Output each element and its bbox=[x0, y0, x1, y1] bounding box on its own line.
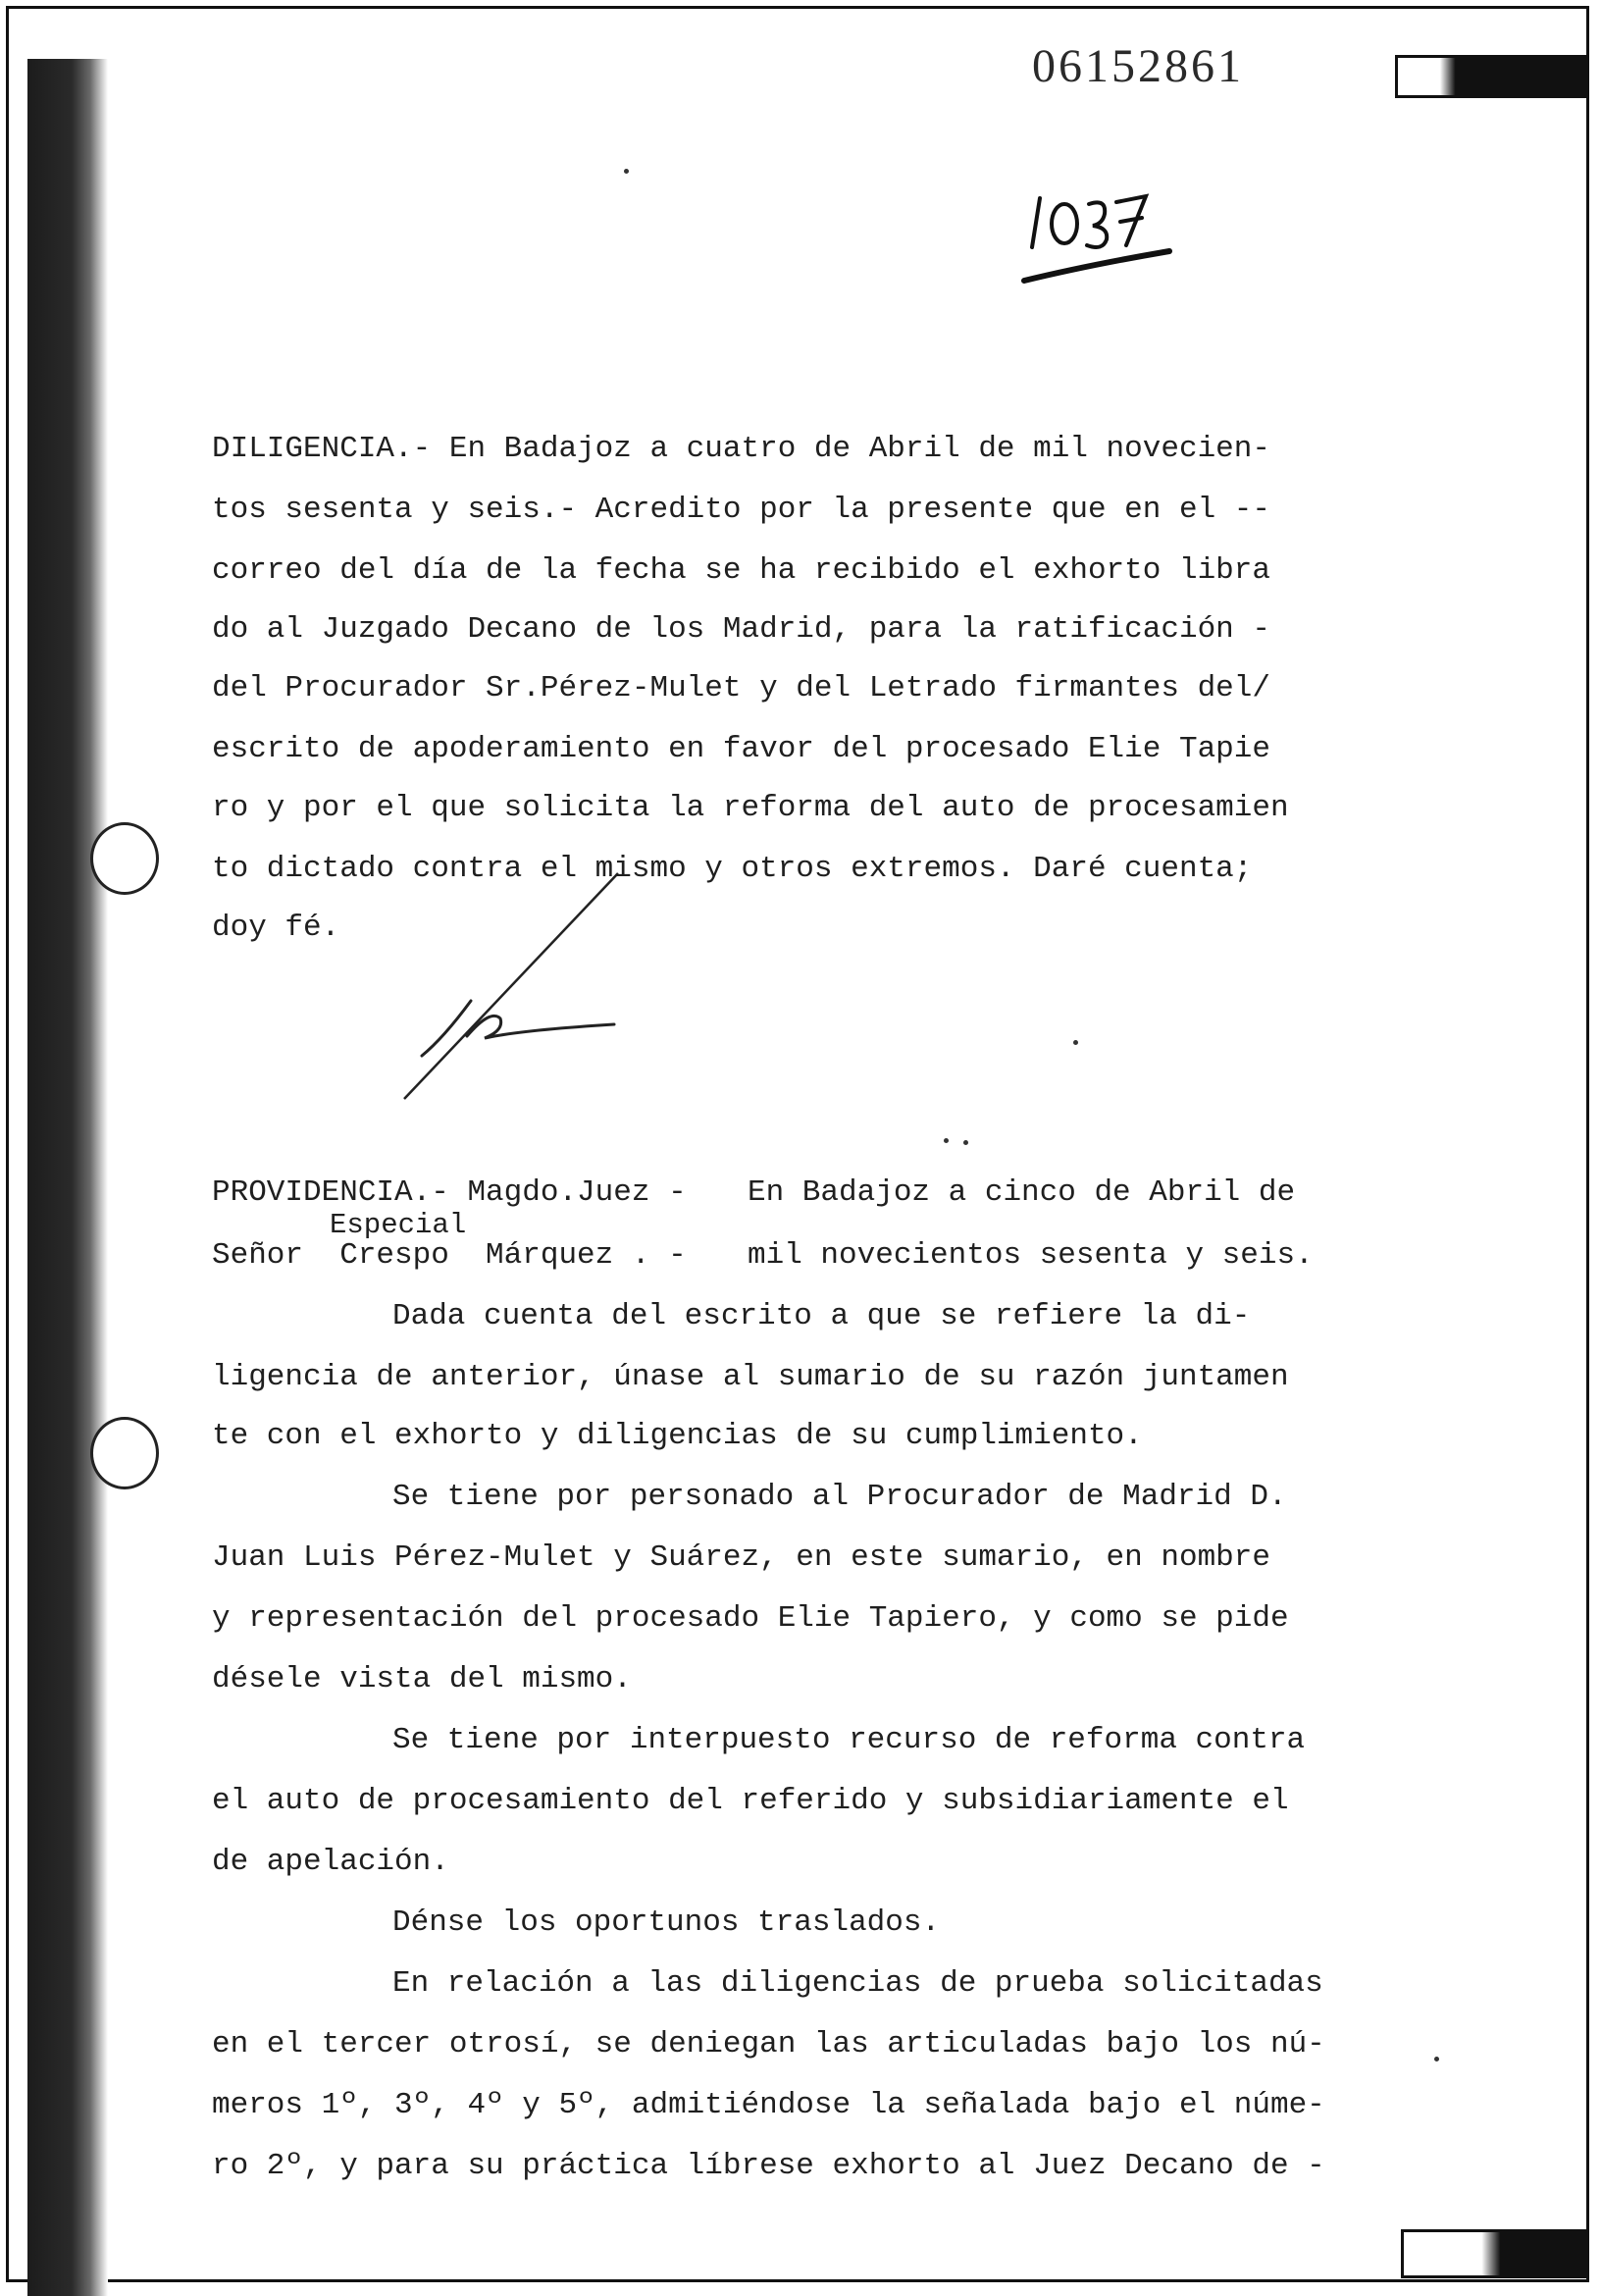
archive-number: 06152861 bbox=[1032, 40, 1244, 92]
providencia-heading-left: PROVIDENCIA.- Magdo.Juez - bbox=[212, 1175, 687, 1210]
providencia-line: meros 1º, 3º, 4º y 5º, admitiéndose la señalada bajo el núme- bbox=[212, 2088, 1325, 2122]
punch-hole-lower bbox=[90, 1417, 159, 1489]
providencia-line: Dénse los oportunos traslados. bbox=[392, 1905, 941, 1940]
providencia-line: te con el exhorto y diligencias de su cumplimiento. bbox=[212, 1419, 1143, 1453]
diligencia-line: correo del día de la fecha se ha recibido el exhorto libra bbox=[212, 553, 1270, 588]
diligencia-line: del Procurador Sr.Pérez-Mulet y del Letrado firmantes del/ bbox=[212, 671, 1270, 705]
diligencia-line: do al Juzgado Decano de los Madrid, para la ratificación - bbox=[212, 612, 1270, 647]
folio-number-handwritten bbox=[1010, 177, 1187, 294]
providencia-line: ro 2º, y para su práctica líbrese exhorto al Juez Decano de - bbox=[212, 2149, 1325, 2183]
signature bbox=[383, 863, 638, 1119]
providencia-line: Se tiene por interpuesto recurso de reforma contra bbox=[392, 1723, 1306, 1757]
providencia-line: el auto de procesamiento del referido y subsidiariamente el bbox=[212, 1784, 1289, 1818]
providencia-heading-left: Señor Crespo Márquez . - bbox=[212, 1238, 687, 1273]
providencia-line: Dada cuenta del escrito a que se refiere la di- bbox=[392, 1299, 1251, 1333]
diligencia-line: to dictado contra el mismo y otros extremos. Daré cuenta; bbox=[212, 852, 1253, 886]
diligencia-line: DILIGENCIA.- En Badajoz a cuatro de Abril de mil novecien- bbox=[212, 432, 1270, 466]
punch-hole-upper bbox=[90, 822, 159, 895]
diligencia-line: tos sesenta y seis.- Acredito por la presente que en el -- bbox=[212, 493, 1270, 527]
providencia-line: en el tercer otrosí, se deniegan las articuladas bajo los nú- bbox=[212, 2027, 1325, 2061]
speck bbox=[963, 1140, 968, 1145]
diligencia-line: doy fé. bbox=[212, 911, 340, 945]
providencia-especial: Especial bbox=[330, 1209, 467, 1241]
speck bbox=[1434, 2057, 1439, 2061]
providencia-heading-right: mil novecientos sesenta y seis. bbox=[748, 1238, 1314, 1273]
speck bbox=[944, 1138, 949, 1143]
providencia-line: ligencia de anterior, únase al sumario de su razón juntamen bbox=[212, 1360, 1289, 1394]
providencia-line: y representación del procesado Elie Tapiero, y como se pide bbox=[212, 1601, 1289, 1636]
providencia-heading-right: En Badajoz a cinco de Abril de bbox=[748, 1175, 1296, 1210]
diligencia-line: escrito de apoderamiento en favor del procesado Elie Tapie bbox=[212, 732, 1270, 766]
providencia-line: Se tiene por personado al Procurador de Madrid D. bbox=[392, 1480, 1287, 1514]
corner-mark-top bbox=[1395, 55, 1589, 98]
providencia-line: En relación a las diligencias de prueba solicitadas bbox=[392, 1966, 1323, 2001]
corner-mark-bottom bbox=[1401, 2229, 1589, 2278]
speck bbox=[624, 169, 629, 174]
diligencia-line: ro y por el que solicita la reforma del auto de procesamien bbox=[212, 791, 1289, 825]
providencia-line: Juan Luis Pérez-Mulet y Suárez, en este sumario, en nombre bbox=[212, 1540, 1270, 1575]
providencia-line: désele vista del mismo. bbox=[212, 1662, 632, 1696]
providencia-line: de apelación. bbox=[212, 1845, 449, 1879]
speck bbox=[1073, 1040, 1078, 1045]
binding-strip bbox=[27, 59, 108, 2296]
